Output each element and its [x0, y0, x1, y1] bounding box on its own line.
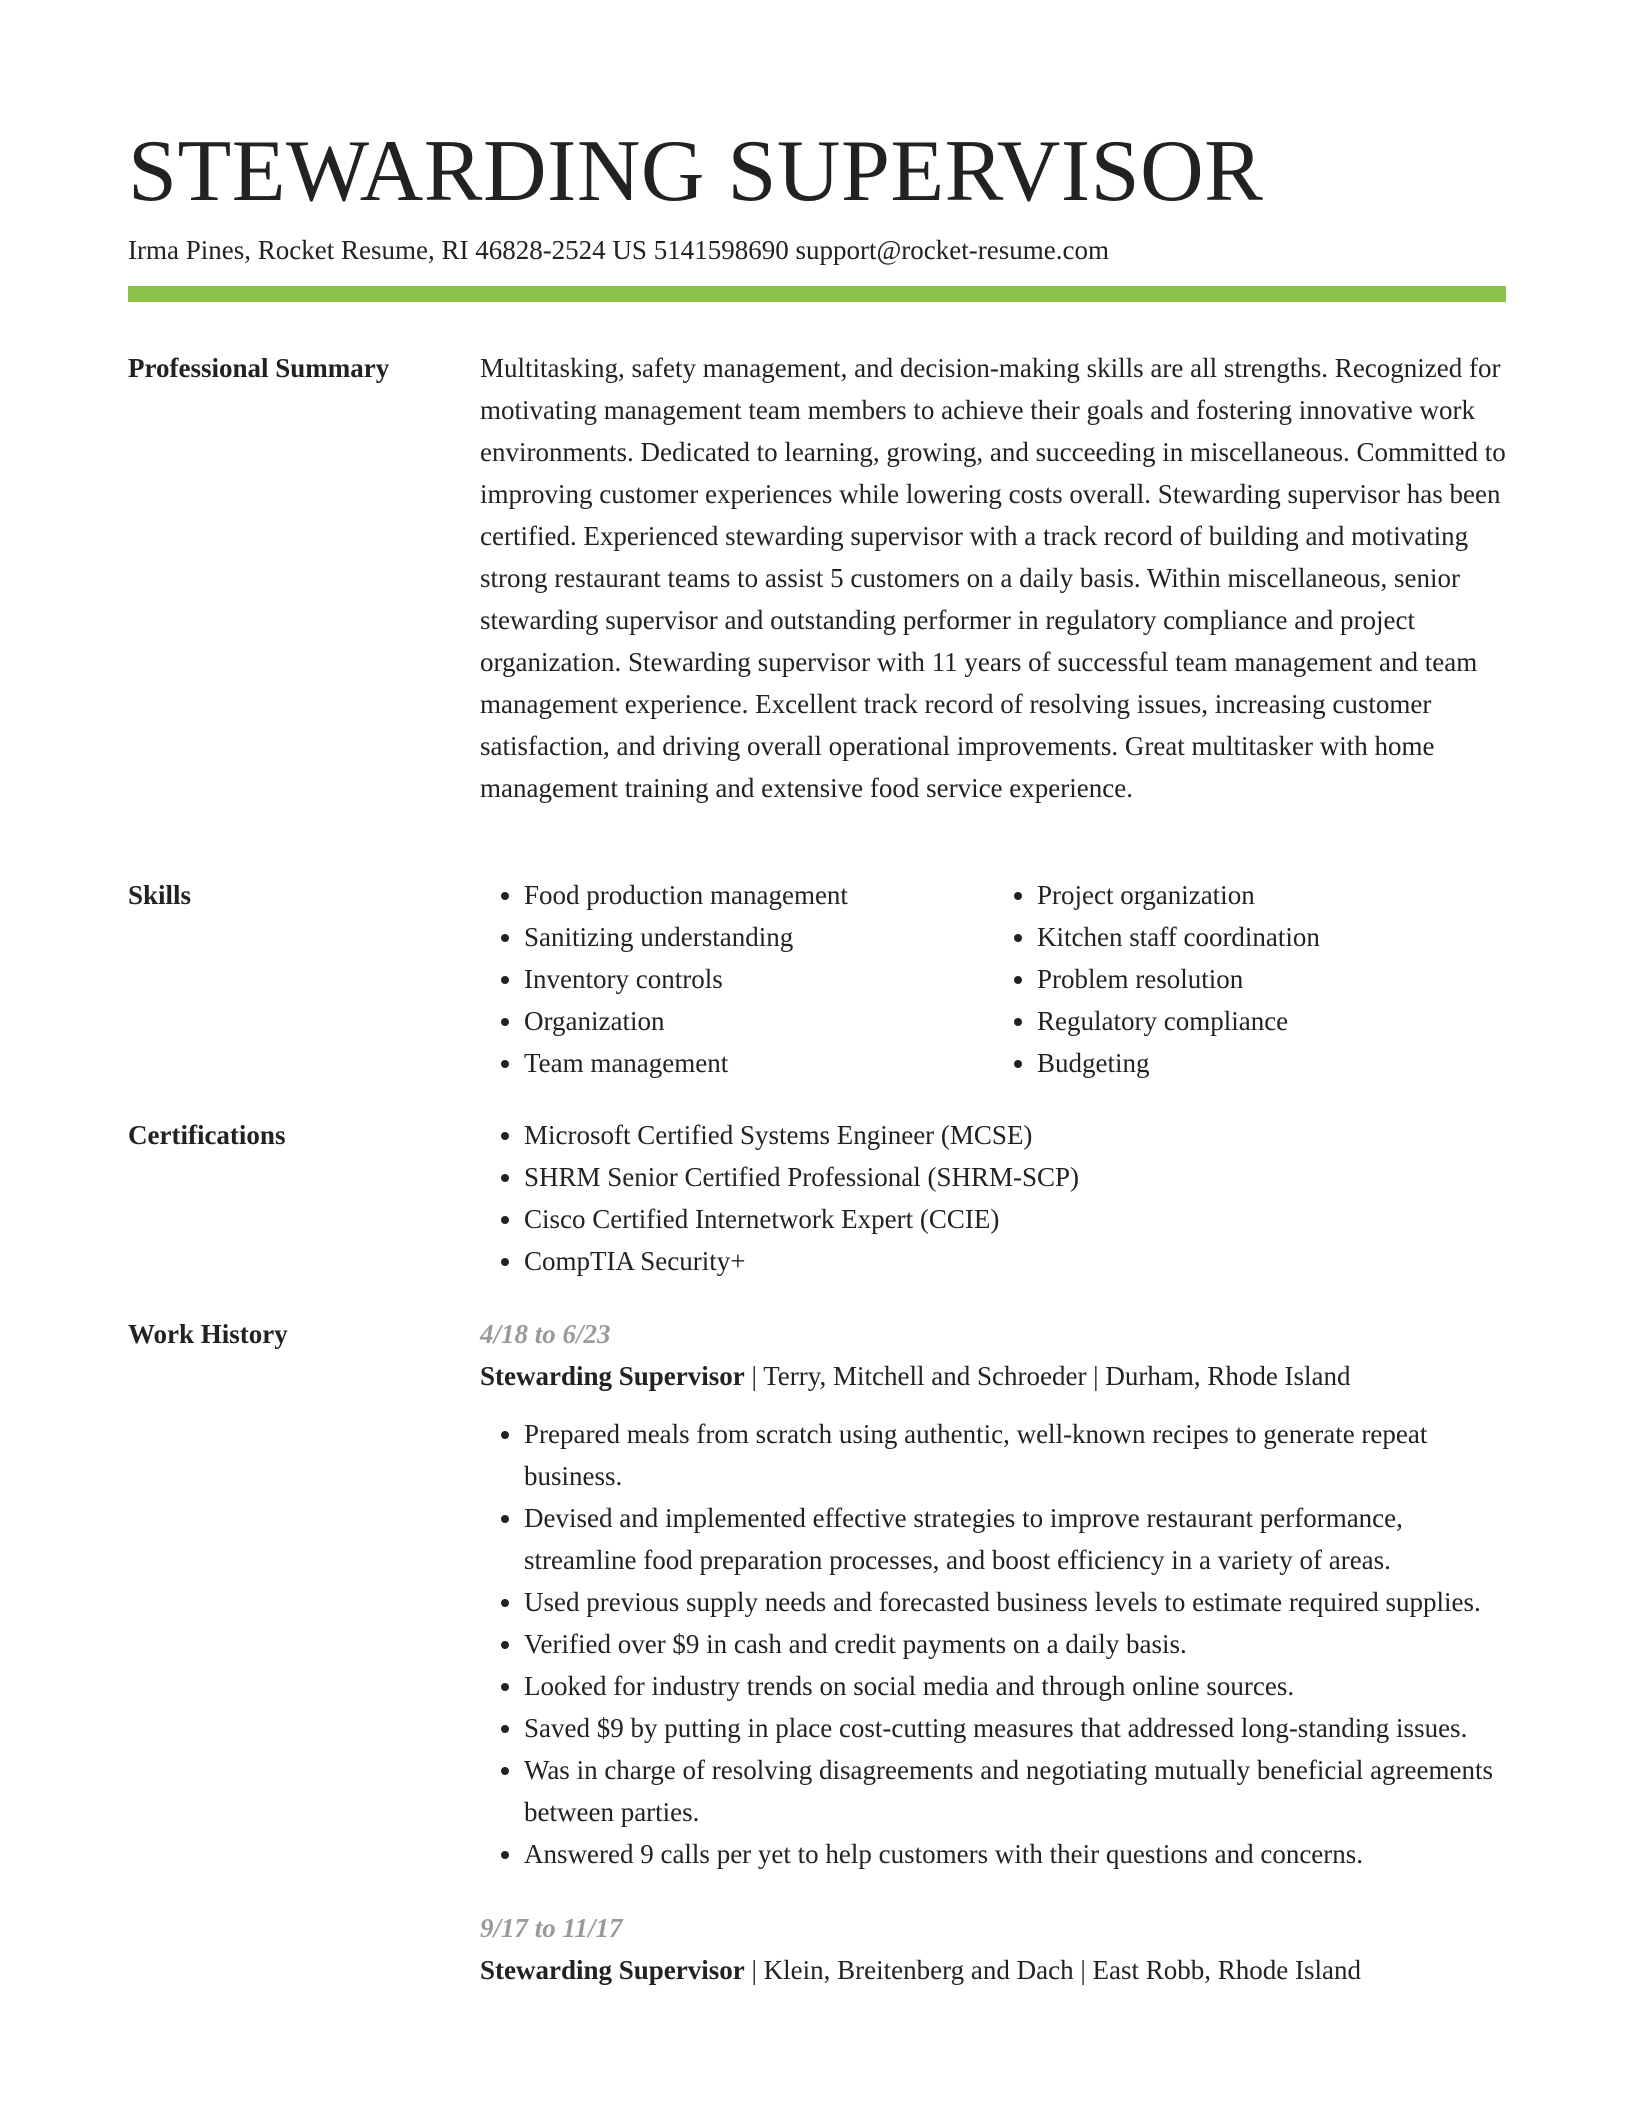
skill-item: • Regulatory compliance — [1037, 1000, 1506, 1042]
certifications-body — [480, 1114, 1506, 1282]
skill-item: • Project organization — [1037, 874, 1506, 916]
summary-heading: Professional Summary — [128, 353, 390, 383]
job-bullet: • Devised and implemented effective strategies to improve restaurant performance, streamline food preparation processes, and boost efficiency in a variety of areas. — [524, 1497, 1506, 1581]
job-bullet: • Used previous supply needs and forecasted business levels to estimate required supplies. — [524, 1581, 1506, 1623]
job-entry — [480, 1313, 1506, 1875]
skill-item: • Team management — [524, 1042, 993, 1084]
skill-item: • Food production management — [524, 874, 993, 916]
work-history-heading: Work History — [128, 1319, 288, 1349]
job-entry — [480, 1907, 1506, 1991]
job-heading — [480, 1949, 1506, 1991]
job-bullet: • Answered 9 calls per yet to help customers with their questions and concerns. — [524, 1833, 1506, 1875]
job-dates: 4/18 to 6/23 — [480, 1319, 611, 1349]
certification-item: • Microsoft Certified Systems Engineer (MCSE) — [524, 1114, 1506, 1156]
certification-item: • SHRM Senior Certified Professional (SHRM-SCP) — [524, 1156, 1506, 1198]
job-bullet: • Saved $9 by putting in place cost-cutting measures that addressed long-standing issues. — [524, 1707, 1506, 1749]
accent-divider — [128, 286, 1506, 302]
skill-item: • Kitchen staff coordination — [1037, 916, 1506, 958]
job-bullet: • Looked for industry trends on social media and through online sources. — [524, 1665, 1506, 1707]
skills-heading: Skills — [128, 880, 192, 910]
contact-info: Irma Pines, Rocket Resume, RI 46828-2524 US 5141598690 support@rocket-resume.com — [128, 235, 1109, 265]
job-bullets — [480, 1413, 1506, 1875]
job-bullet: • Verified over $9 in cash and credit payments on a daily basis. — [524, 1623, 1506, 1665]
summary-text: Multitasking, safety management, and decision-making skills are all strengths. Recognized for motivating management team members to achieve their goals and fostering innovative work environments. Dedicated to learning, growing, and succeeding in miscellaneous. Committed to improving customer experiences while lowering costs overall. Stewarding supervisor has been certified. Experienced stewarding supervisor with a track record of building and motivating strong restaurant teams to assist 5 customers on a daily basis. Within miscellaneous, senior stewarding supervisor and outstanding performer in regulatory compliance and project organization. Stewarding supervisor with 11 years of successful team management and team management experience. Excellent track record of resolving issues, increasing customer satisfaction, and driving overall operational improvements. Great multitasker with home management training and extensive food service experience. — [480, 353, 1506, 803]
skill-item: • Sanitizing understanding — [524, 916, 993, 958]
certifications-list — [480, 1114, 1506, 1282]
skill-item: • Inventory controls — [524, 958, 993, 1000]
resume-title: STEWARDING SUPERVISOR — [128, 123, 1264, 220]
certifications-heading: Certifications — [128, 1120, 286, 1150]
job-heading — [480, 1355, 1506, 1397]
skill-item: • Problem resolution — [1037, 958, 1506, 1000]
skill-item: • Organization — [524, 1000, 993, 1042]
skills-body — [480, 874, 1506, 1084]
skills-list-left — [480, 874, 993, 1084]
certification-item: • CompTIA Security+ — [524, 1240, 1506, 1282]
skills-list-right — [993, 874, 1506, 1084]
job-employer-location: | Terry, Mitchell and Schroeder | Durham, Rhode Island — [744, 1361, 1351, 1391]
job-bullet: • Prepared meals from scratch using authentic, well-known recipes to generate repeat business. — [524, 1413, 1506, 1497]
job-employer-location: | Klein, Breitenberg and Dach | East Robb, Rhode Island — [744, 1955, 1361, 1985]
certification-item: • Cisco Certified Internetwork Expert (CCIE) — [524, 1198, 1506, 1240]
job-bullet: • Was in charge of resolving disagreements and negotiating mutually beneficial agreements between parties. — [524, 1749, 1506, 1833]
job-title: Stewarding Supervisor — [480, 1361, 745, 1391]
skill-item: • Budgeting — [1037, 1042, 1506, 1084]
job-title: Stewarding Supervisor — [480, 1955, 745, 1985]
work-history-body — [480, 1313, 1506, 1991]
summary-body — [480, 347, 1506, 809]
job-dates: 9/17 to 11/17 — [480, 1913, 623, 1943]
